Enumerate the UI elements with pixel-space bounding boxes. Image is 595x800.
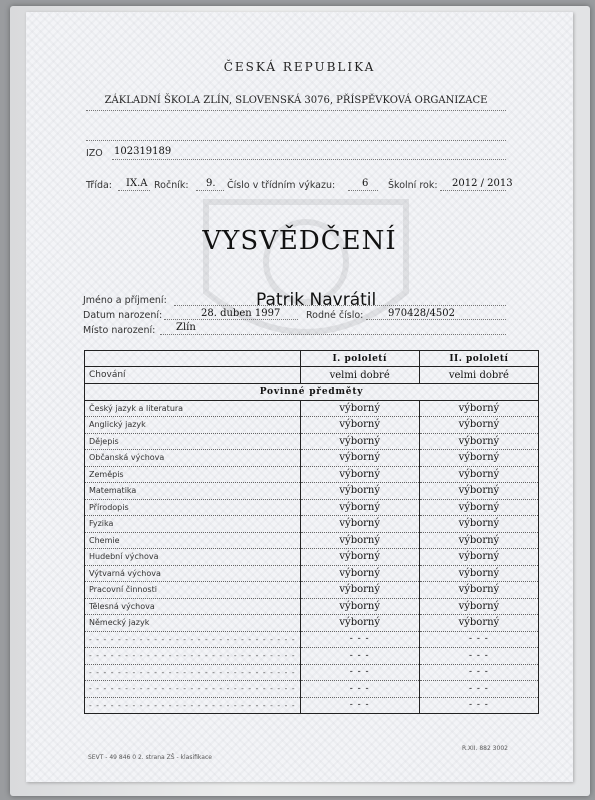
subject-name: Dějepis (85, 433, 301, 450)
rc-underline (366, 319, 506, 320)
empty-subject-dots: - - - - - - - - - - - - - - - - - - - - - - - - - - - - - (85, 664, 301, 681)
rocnik-underline (196, 190, 224, 191)
subject-row (85, 417, 539, 434)
grade-term1: výborný (300, 549, 419, 566)
subject-name: Fyzika (85, 516, 301, 533)
country-heading: ČESKÁ REPUBLIKA (223, 60, 376, 74)
subject-name: Německý jazyk (85, 615, 301, 632)
grade-term2: výborný (419, 433, 538, 450)
subject-row (85, 516, 539, 533)
cislo-label: Číslo v třídním výkazu: (227, 180, 336, 191)
rc-label: Rodné číslo: (306, 310, 364, 321)
subject-col-header (85, 351, 301, 367)
section-heading: Povinné předměty (85, 384, 539, 401)
behavior-label: Chování (85, 367, 301, 384)
grade-term1: výborný (300, 466, 419, 483)
subject-row (85, 565, 539, 582)
subject-row (85, 499, 539, 516)
empty-subject-dots: - - - - - - - - - - - - - - - - - - - - - - - - - - - - - (85, 697, 301, 714)
grade-term2: výborný (419, 582, 538, 599)
grade-term2: výborný (419, 598, 538, 615)
grade-term2: výborný (419, 532, 538, 549)
place-label: Místo narození: (83, 325, 156, 336)
grade-term2: výborný (419, 565, 538, 582)
izo-underline (112, 159, 506, 160)
term2-col-header: II. pololetí (419, 351, 538, 367)
subject-row (85, 532, 539, 549)
subject-name: Anglický jazyk (85, 417, 301, 434)
rok-label: Školní rok: (388, 180, 438, 191)
empty-subject-dots: - - - - - - - - - - - - - - - - - - - - - - - - - - - - - (85, 681, 301, 698)
trida-value: IX.A (126, 178, 148, 189)
empty-subject-dots: - - - - - - - - - - - - - - - - - - - - - - - - - - - - - (85, 648, 301, 665)
empty-grade-term2: - - - (419, 681, 538, 698)
grade-term2: výborný (419, 450, 538, 467)
grade-term1: výborný (300, 615, 419, 632)
grade-term2: výborný (419, 400, 538, 417)
footer-ref-code: R.XII. 882 3002 (462, 745, 508, 752)
empty-grade-term2: - - - (419, 648, 538, 665)
grade-term1: výborný (300, 532, 419, 549)
term1-col-header: I. pololetí (300, 351, 419, 367)
behavior-term1: velmi dobré (300, 367, 419, 384)
grades-table (84, 350, 539, 714)
grade-term2: výborný (419, 483, 538, 500)
subject-name: Tělesná výchova (85, 598, 301, 615)
subject-name: Matematika (85, 483, 301, 500)
birth-value: 28. duben 1997 (201, 308, 281, 319)
empty-grade-term1: - - - (300, 664, 419, 681)
empty-grade-term2: - - - (419, 697, 538, 714)
rc-value: 970428/4502 (388, 308, 455, 319)
grade-term1: výborný (300, 516, 419, 533)
grade-term1: výborný (300, 565, 419, 582)
rok-value: 2012 / 2013 (452, 178, 513, 189)
empty-subject-dots: - - - - - - - - - - - - - - - - - - - - - - - - - - - - - (85, 631, 301, 648)
empty-subject-row (85, 648, 539, 665)
izo-value: 102319189 (114, 146, 172, 157)
grade-term1: výborný (300, 598, 419, 615)
grade-term1: výborný (300, 499, 419, 516)
subject-name: Chemie (85, 532, 301, 549)
cislo-underline (348, 190, 378, 191)
grade-term1: výborný (300, 433, 419, 450)
subject-name: Hudební výchova (85, 549, 301, 566)
behavior-term2: velmi dobré (419, 367, 538, 384)
trida-underline (118, 190, 150, 191)
subject-row (85, 483, 539, 500)
school-underline (86, 110, 506, 111)
school-name: ZÁKLADNÍ ŠKOLA ZLÍN, SLOVENSKÁ 3076, PŘÍSPĚVKOVÁ ORGANIZACE (104, 95, 488, 106)
empty-grade-term2: - - - (419, 631, 538, 648)
grade-term1: výborný (300, 450, 419, 467)
name-label: Jméno a příjmení: (83, 295, 167, 306)
subject-row (85, 582, 539, 599)
grade-term1: výborný (300, 400, 419, 417)
subject-row (85, 549, 539, 566)
rok-underline (440, 190, 506, 191)
subject-row (85, 615, 539, 632)
empty-grade-term1: - - - (300, 697, 419, 714)
student-name: Patrik Navrátil (256, 290, 377, 310)
empty-subject-row (85, 697, 539, 714)
rocnik-value: 9. (206, 178, 216, 189)
place-underline (160, 334, 506, 335)
section-row (85, 384, 539, 401)
name-underline (174, 305, 506, 306)
birth-label: Datum narození: (83, 310, 163, 321)
grade-term2: výborný (419, 499, 538, 516)
empty-grade-term2: - - - (419, 664, 538, 681)
grade-term2: výborný (419, 549, 538, 566)
empty-subject-row (85, 681, 539, 698)
subject-name: Přírodopis (85, 499, 301, 516)
table-header-row (85, 351, 539, 367)
behavior-row (85, 367, 539, 384)
empty-grade-term1: - - - (300, 648, 419, 665)
subject-name: Výtvarná výchova (85, 565, 301, 582)
subject-name: Občanská výchova (85, 450, 301, 467)
trida-label: Třída: (86, 180, 113, 191)
grade-term2: výborný (419, 615, 538, 632)
subject-name: Pracovní činnosti (85, 582, 301, 599)
empty-subject-row (85, 664, 539, 681)
grade-term2: výborný (419, 417, 538, 434)
subject-name: Zeměpis (85, 466, 301, 483)
grade-term2: výborný (419, 466, 538, 483)
subject-name: Český jazyk a literatura (85, 400, 301, 417)
izo-label: IZO (86, 148, 103, 159)
subject-row (85, 598, 539, 615)
footer-form-code: SEVT - 49 846 0 2. strana ZŠ - klasifikace (88, 754, 212, 761)
grade-term1: výborný (300, 417, 419, 434)
certificate-sheet (26, 12, 573, 782)
cislo-value: 6 (362, 178, 369, 189)
grade-term2: výborný (419, 516, 538, 533)
document-title: VYSVĚDČENÍ (202, 226, 397, 256)
subject-row (85, 400, 539, 417)
empty-grade-term1: - - - (300, 631, 419, 648)
blank-line (86, 140, 506, 141)
subject-row (85, 433, 539, 450)
subject-row (85, 466, 539, 483)
grade-term1: výborný (300, 582, 419, 599)
grade-term1: výborný (300, 483, 419, 500)
place-value: Zlín (176, 322, 196, 333)
state-emblem-watermark-icon (176, 182, 436, 362)
empty-grade-term1: - - - (300, 681, 419, 698)
rocnik-label: Ročník: (154, 180, 189, 191)
birth-underline (164, 319, 298, 320)
empty-subject-row (85, 631, 539, 648)
subject-row (85, 450, 539, 467)
